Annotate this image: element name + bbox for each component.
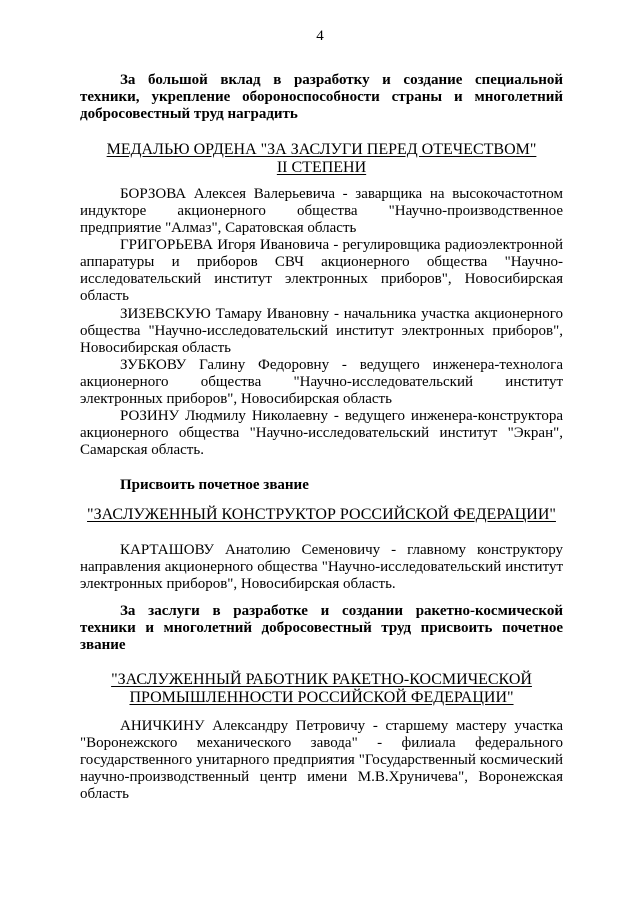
award-entry-anichkin: АНИЧКИНУ Александру Петровичу - старшему мастеру участка "Воронежского механического завода" - филиала федерального государственного унитарного предприятия "Государственный космический научно-производственный центр имени М.В.Хруничева", Воронежская область (80, 718, 563, 802)
award-entry-zizevskaya: ЗИЗЕВСКУЮ Тамару Ивановну - начальника участка акционерного общества "Научно-исследовательский институт электронных приборов", Новосибирская область (80, 306, 563, 356)
title-heading-line-2: ПРОМЫШЛЕННОСТИ РОССИЙСКОЙ ФЕДЕРАЦИИ" (129, 689, 514, 706)
award-entry-zubkova: ЗУБКОВУ Галину Федоровну - ведущего инженера-технолога акционерного общества "Научно-исследовательский институт электронных приборов", Новосибирская область (80, 357, 563, 407)
award-entry-borzov: БОРЗОВА Алексея Валерьевича - заварщика на высокочастотном индукторе акционерного общества "Научно-производственное предприятие "Алмаз", Саратовская область (80, 186, 563, 236)
medal-heading (80, 141, 563, 177)
title-heading-line-1: "ЗАСЛУЖЕННЫЙ РАБОТНИК РАКЕТНО-КОСМИЧЕСКОЙ (111, 671, 532, 688)
title-intro-paragraph: Присвоить почетное звание (120, 477, 309, 493)
award-intro-paragraph: За большой вклад в разработку и создание специальной техники, укрепление обороноспособности страны и многолетний добросовестный труд наградить (80, 72, 563, 122)
award-entry-rozina: РОЗИНУ Людмилу Николаевну - ведущего инженера-конструктора акционерного общества "Научно-исследовательский институт "Экран", Самарская область. (80, 408, 563, 458)
award-entry-kartashov: КАРТАШОВУ Анатолию Семеновичу - главному конструктору направления акционерного общества "Научно-исследовательский институт электронных приборов", Новосибирская область. (80, 542, 563, 592)
award-entry-grigoryev: ГРИГОРЬЕВА Игоря Ивановича - регулировщика радиоэлектронной аппаратуры и приборов СВЧ акционерного общества "Научно-исследовательский институт электронных приборов", Новосибирская область (80, 237, 563, 304)
title-heading-space-industry (80, 671, 563, 707)
medal-heading-line-1: МЕДАЛЬЮ ОРДЕНА "ЗА ЗАСЛУГИ ПЕРЕД ОТЕЧЕСТВОМ" (106, 141, 537, 158)
page-number: 4 (316, 28, 324, 44)
medal-heading-line-2: II СТЕПЕНИ (276, 159, 367, 176)
space-intro-paragraph: За заслуги в разработке и создании ракетно-космической техники и многолетний добросовестный труд присвоить почетное звание (80, 603, 563, 653)
title-heading-constructor: "ЗАСЛУЖЕННЫЙ КОНСТРУКТОР РОССИЙСКОЙ ФЕДЕРАЦИИ" (87, 506, 556, 523)
